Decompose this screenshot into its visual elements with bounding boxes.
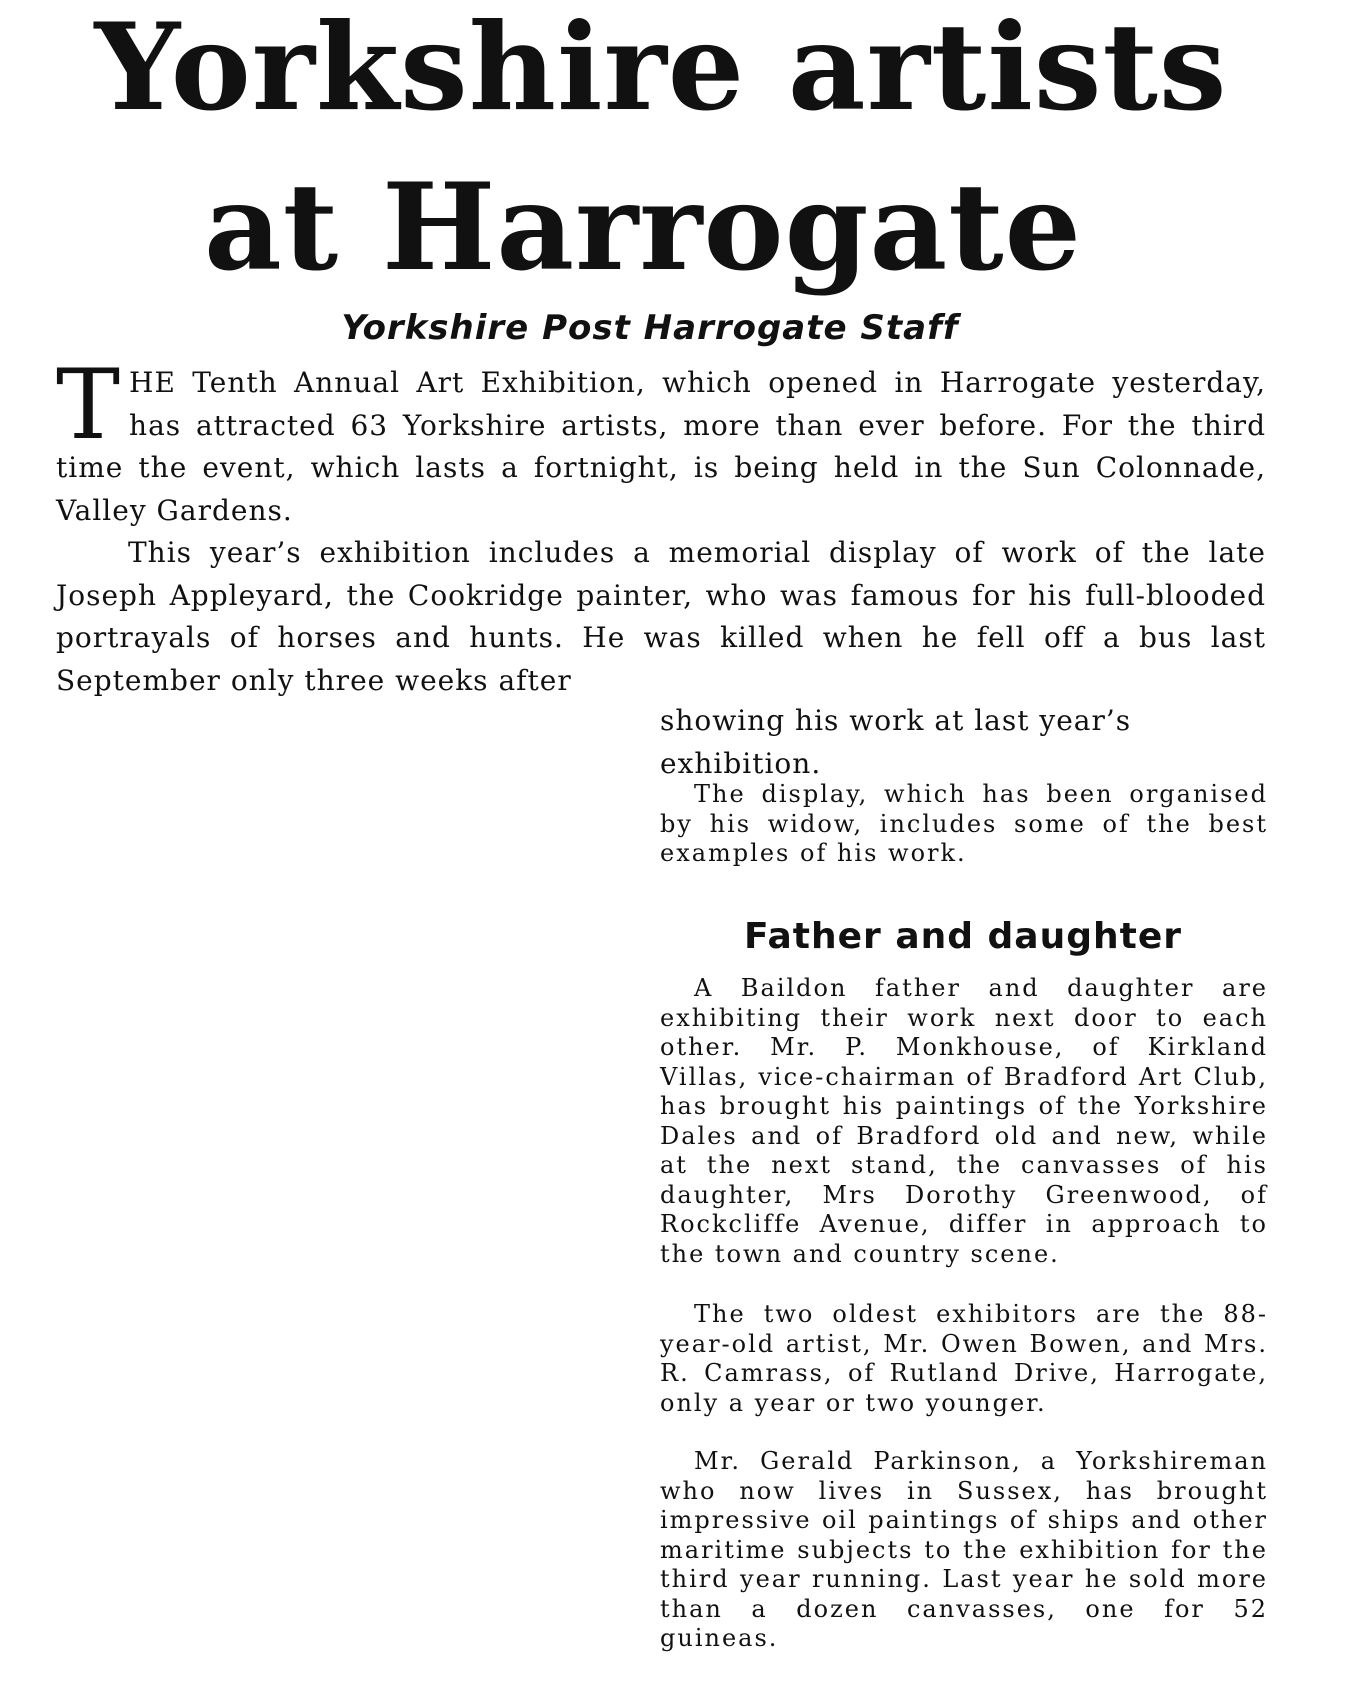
paragraph-memorial-continued: showing his work at last year’s exhibition. [660, 704, 1132, 780]
paragraph-display: The display, which has been organised by his widow, includes some of the best examples of his work. [660, 780, 1268, 867]
drop-cap: T [56, 349, 122, 461]
headline-line-1: Yorkshire artists [94, 0, 1228, 138]
lead-paragraph-text: HE Tenth Annual Art Exhibition, which opened in Harrogate yesterday, has attracted 63 Yorkshire artists, more than ever before. For the third time the event, which lasts a fortnight, is being held in the Sun Colonnade, Valley Gardens. [56, 366, 1266, 527]
paragraph-memorial: This year’s exhibition includes a memorial display of work of the late Joseph Appleyard, the Cookridge painter, who was famous for his full-blooded portrayals of horses and hunts. He was killed when he fell off a bus last September only three weeks after [56, 536, 1266, 697]
subheading: Father and daughter [744, 916, 1183, 957]
headline-line-2: at Harrogate [203, 157, 1082, 298]
lead-paragraph [56, 349, 1266, 532]
paragraph-oldest-exhibitors: The two oldest exhibitors are the 88-year-old artist, Mr. Owen Bowen, and Mrs. R. Camrass, of Rutland Drive, Harrogate, only a year or two younger. [660, 1300, 1268, 1417]
paragraph-father-daughter: A Baildon father and daughter are exhibiting their work next door to each other. Mr. P. Monkhouse, of Kirkland Villas, vice-chairman of Bradford Art Club, has brought his paintings of the Yorkshire Dales and of Bradford old and new, while at the next stand, the canvasses of his daughter, Mrs Dorothy Greenwood, of Rockcliffe Avenue, differ in approach to the town and country scene. [660, 974, 1268, 1268]
byline: Yorkshire Post Harrogate Staff [341, 308, 959, 348]
paragraph-parkinson: Mr. Gerald Parkinson, a Yorkshireman who now lives in Sussex, has brought impressive oil paintings of ships and other maritime subjects to the exhibition for the third year running. Last year he sold more than a dozen canvasses, one for 52 guineas. [660, 1447, 1268, 1652]
